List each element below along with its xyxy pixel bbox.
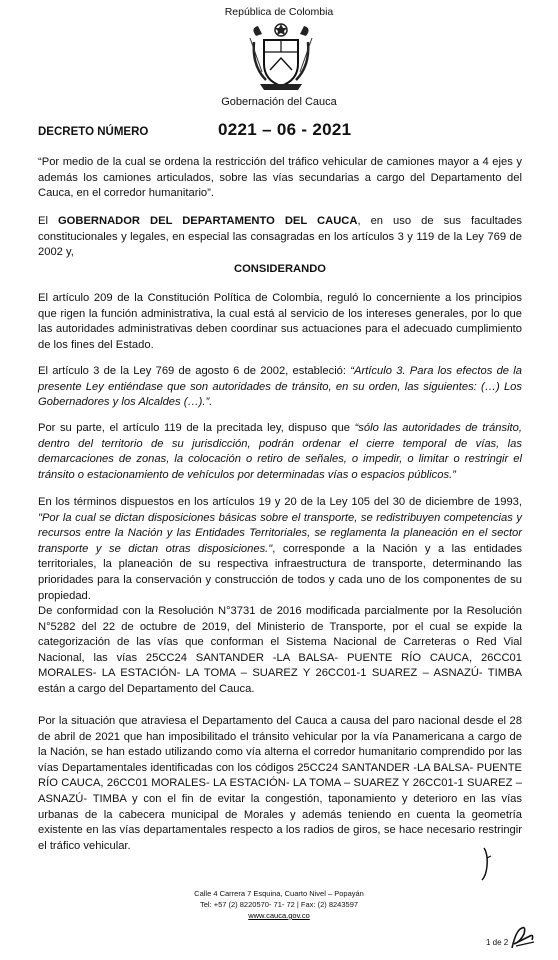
signature-icon [508, 924, 538, 954]
governor-paragraph-start: El [38, 215, 58, 227]
article-209-paragraph: El artículo 209 de la Constitución Política de Colombia, reguló lo concerniente a los principios que rigen la función administrativa, la cual está al servicio de los intereses generales, por lo que las autoridades administrativas deben coordinar sus actuaciones para el adecuado cumplimiento de los fines del Estado. [38, 292, 522, 351]
article-3-intro: El artículo 3 de la Ley 769 de agosto 6 de 2002, estableció: [38, 365, 351, 377]
decree-label: DECRETO NÚMERO [38, 126, 149, 138]
law-105-paragraph [38, 495, 522, 604]
article-3-paragraph [38, 364, 522, 411]
decree-header [38, 120, 518, 144]
resolution-paragraph: De conformidad con la Resolución N°3731 de 2016 modificada parcialmente por la Resolución N°5282 del 22 de octubre de 2019, del Ministerio de Transporte, por el cual se expide la categorización de las vías que conforman el Sistema Nacional de Carreteras o Red Vial Nacional, las vías 25CC24 SANTANDER -LA BALSA- PUENTE RÍO CAUCA, 26CC01 MORALES- LA ESTACIÓN- LA TOMA – SUAREZ Y 26CC01-1 SUAREZ – ASNAZÚ- TIMBA están a cargo del Departamento del Cauca. [38, 605, 522, 695]
footer-address: Calle 4 Carrera 7 Esquina, Cuarto Nivel – Popayán [194, 889, 364, 898]
republic-heading: República de Colombia [224, 6, 334, 18]
footer-website-link[interactable]: www.cauca.gov.co [248, 911, 310, 920]
article-119-intro: Por su parte, el artículo 119 de la precitada ley, dispuso que [38, 422, 355, 434]
situation-paragraph: Por la situación que atraviesa el Departamento del Cauca a causa del paro nacional desde el 28 de abril de 2021 que han imposibilitado el tránsito vehicular por la vía Panamericana a cargo de la Nación, se han estado utilizando como vía alterna el corredor humanitario comprendido por las vías Departamentales identificadas con los códigos 25CC24 SANTANDER -LA BALSA- PUENTE RÍO CAUCA, 26CC01 MORALES- LA ESTACIÓN- LA TOMA – SUAREZ Y 26CC01-1 SUAREZ – ASNAZÚ- TIMBA y con el fin de evitar la congestión, taponamiento y deterioro en las vías urbanas de la cabecera municipal de Morales y además teniendo en cuenta la geometría existente en las vías departamentales respecto a los radios de giros, se hace necesario restringir el tráfico vehicular. [38, 715, 522, 852]
footer [0, 888, 558, 921]
article-119-quote: “sólo las autoridades de tránsito, dentro del territorio de su jurisdicción, podrán ordenar el cierre temporal de vías, las demarcaciones de zonas, la colocación o retiro de señales, o impedir, o limitar o restringir el tránsito o estacionamiento de vehículos por determinadas vías o espacios públicos.” [38, 422, 522, 481]
government-heading: Gobernación del Cauca [221, 96, 337, 108]
law-105-intro: En los términos dispuestos en los artículos 19 y 20 de la Ley 105 del 30 de diciembre de 1993, [38, 496, 522, 508]
article-119-paragraph [38, 421, 522, 483]
decree-title-paragraph: “Por medio de la cual se ordena la restricción del tráfico vehicular de camiones mayor a 4 ejes y además los camiones articulados, sobre las vías secundarias a cargo del Departamento del Cauca, en el corredor humanitario”. [38, 156, 522, 200]
law-105-quote: "Por la cual se dictan disposiciones básicas sobre el transporte, se redistribuyen competencias y recursos entre la Nación y las Entidades Territoriales, se reglamenta la planeación en el sector transporte y se dictan otras disposiciones." [38, 511, 522, 555]
decree-number: 0221 – 06 - 2021 [218, 120, 352, 139]
governor-paragraph [38, 214, 522, 261]
article-3-quote: “Artículo 3. Para los efectos de la presente Ley entiéndase que son autoridades de tránsito, en su orden, las siguientes: (…) Los Gobernadores y los Alcaldes (…).”. [38, 365, 522, 409]
considerando-heading: CONSIDERANDO [234, 263, 326, 275]
governor-title: GOBERNADOR DEL DEPARTAMENTO DEL CAUCA [57, 215, 358, 227]
coat-of-arms-icon [246, 22, 316, 94]
page-number: 1 de 2 [486, 938, 509, 947]
governor-paragraph-end: , en uso de sus facultades constitucionales y legales, en especial las consagradas en los artículos 3 y 119 de la Ley 769 de 2002 y, [38, 215, 522, 259]
initials-signature-icon [478, 846, 496, 882]
law-105-end: , corresponde a la Nación y a las entidades territoriales, la planeación de su respectiva infraestructura de transporte, determinando las prioridades para la conservación y construcción de todos y cada uno de los componentes de su propiedad. [38, 542, 523, 602]
footer-phones: Tel: +57 (2) 8220570- 71- 72 | Fax: (2) 8243597 [199, 900, 359, 909]
